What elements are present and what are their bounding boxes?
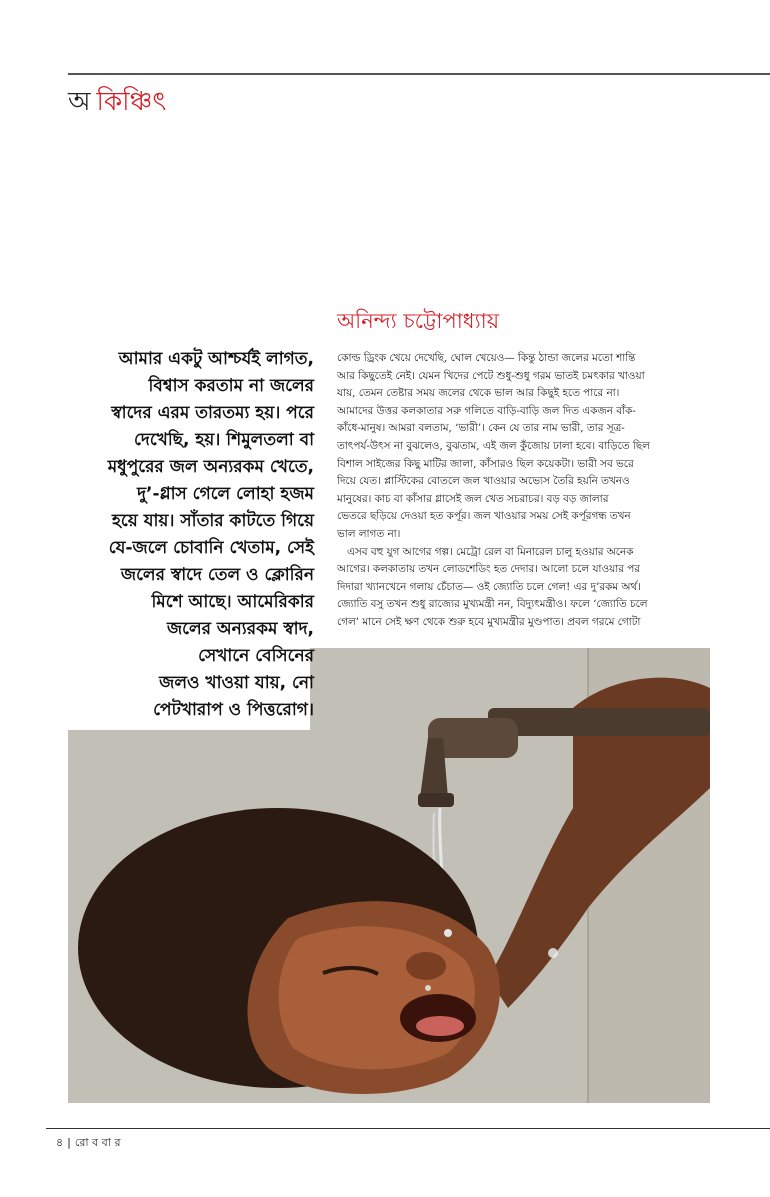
pull-quote-line: দু’-গ্লাস গেলে লোহা হজম — [137, 484, 314, 504]
page-footer — [56, 1134, 121, 1153]
pull-quote-line: যে-জলে চোবানি খেতাম, সেই — [108, 538, 314, 558]
author-byline: অনিন্দ্য চট্টোপাধ্যায় — [337, 309, 500, 333]
pull-quote-line: জলের স্বাদে তেল ও ক্লোরিন — [120, 565, 314, 585]
body-line: দিয়ে যেত। প্লাস্টিকের বোতলে জল খাওয়ার অভ্যেস তৈরি হয়নি তখনও — [337, 475, 630, 488]
pull-quote-line: দেখেছি, হয়। শিমুলতলা বা — [134, 430, 314, 450]
body-line: বিশাল সাইজের কিছু মাটির জালা, কাঁসারও ছিল কয়েকটা। ভারী সব ভরে — [337, 457, 634, 470]
body-line: আগের। কলকাতায় তখন লোডশেডিং হত দেদার। আলো চলে যাওয়ার পর — [337, 563, 641, 576]
body-line: গেল’ মানে সেই ক্ষণ থেকে শুরু হবে মুখ্যমন্ত্রীর মুণ্ডপাত। প্রবল গরমে গোটা — [337, 615, 641, 628]
body-line: যায়, তেমন তেষ্টার সময় জলের থেকে ভাল আর কিছুই হতে পারে না। — [337, 387, 620, 400]
pull-quote-line: সেখানে বেসিনের — [198, 646, 314, 666]
body-line: দিদারা খ্যানখেনে গলায় চেঁচাত— ওই জ্যোতি চলে গেল! এর দু’রকম অর্থ। — [337, 580, 641, 593]
pull-quote-line: জলও খাওয়া যায়, নো — [159, 673, 314, 693]
body-line: এসব বহু যুগ আগের গল্প। মেট্রো রেল বা মিনারেল চালু হওয়ার অনেক — [347, 545, 634, 558]
body-line: মানুষের। কাচ বা কাঁসার গ্লাসেই জল খেত সচরাচর। বড় বড় জালার — [337, 492, 609, 505]
pull-quote — [64, 346, 314, 724]
pull-quote-line: মধুপুরের জল অন্যরকম খেতে, — [107, 457, 314, 477]
pull-quote-line: হয়ে যায়। সাঁতার কাটতে গিয়ে — [112, 511, 314, 531]
pull-quote-line: পেটখারাপ ও পিত্তরোগ। — [153, 700, 314, 720]
section-header — [68, 86, 166, 118]
body-line: ভেতরে ছড়িয়ে দেওয়া হত কর্পূর। জল খাওয়ার সময় সেই কর্পূরগন্ধ তখন — [337, 510, 631, 523]
body-line: কোল্ড ড্রিংক খেয়ে দেখেছি, ঘোল খেয়েও— কিন্তু ঠান্ডা জলের মতো শান্তি — [337, 352, 636, 364]
pull-quote-line: আমার একটু আশ্চর্যই লাগত, — [118, 349, 314, 369]
section-prefix: অ — [68, 87, 91, 117]
body-line: ভাল লাগত না। — [337, 527, 401, 540]
body-line: আমাদের উত্তর কলকাতার সরু গলিতে বাড়ি-বাড়ি জল দিত একজন বাঁক- — [337, 404, 636, 417]
body-line: আর কিছুতেই নেই। যেমন খিদের পেটে শুধু-শুধু গরম ভাতই চমৎকার খাওয়া — [337, 369, 645, 382]
footer-separator: | — [67, 1136, 71, 1149]
pull-quote-line: বিশ্বাস করতাম না জলের — [148, 376, 314, 396]
body-line: জ্যোতি বসু তখন শুধু রাজ্যের মুখ্যমন্ত্রী নন, বিদ্যুৎমন্ত্রীও। ফলে ‘জ্যোতি চলে — [337, 598, 648, 611]
body-line: তাৎপর্য-উৎস না বুঝলেও, বুঝতাম, এই জল কুঁজোয় ঢালা হবে। বাড়িতে ছিল — [337, 439, 650, 452]
section-title: কিঞ্চিৎ — [96, 87, 167, 117]
page-number: ৪ — [56, 1136, 64, 1149]
body-line: কাঁধে-মানুষ। আমরা বলতাম, ‘ভারী’। কেন যে তার নাম ভারী, তার সূত্র- — [337, 422, 625, 435]
pull-quote-line: স্বাদের এরম তারতম্য হয়। পরে — [111, 403, 314, 423]
pull-quote-line: মিশে আছে। আমেরিকার — [151, 592, 314, 612]
footer-rule — [46, 1128, 770, 1129]
magazine-name: রো ব বা র — [74, 1136, 121, 1149]
pull-quote-line: জলের অন্যরকম স্বাদ, — [166, 619, 314, 639]
article-body — [337, 350, 709, 632]
top-rule — [68, 73, 770, 75]
